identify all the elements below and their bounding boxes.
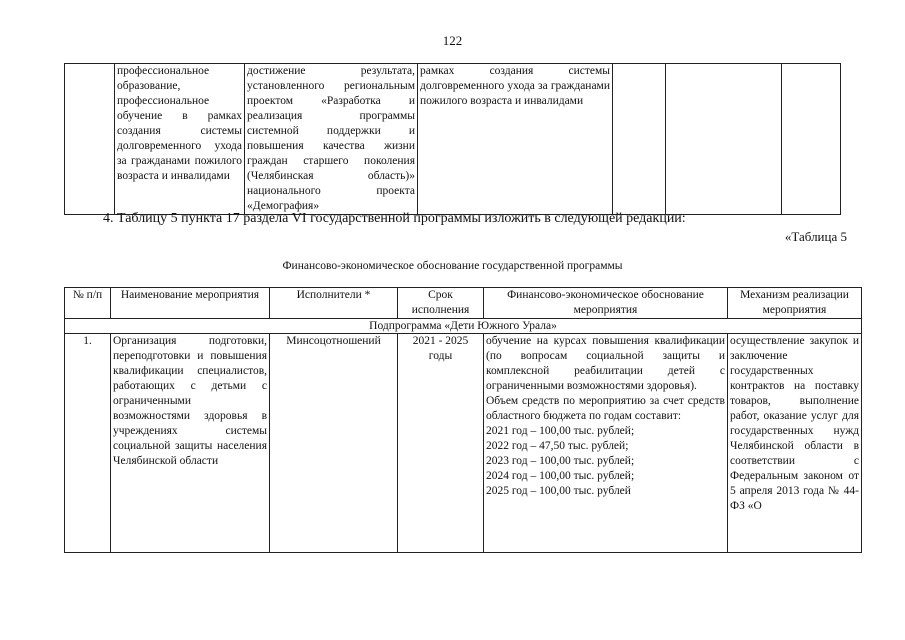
- table-label: «Таблица 5: [784, 229, 847, 244]
- column-header: Наименование мероприятия: [111, 288, 270, 319]
- page-number: 122: [442, 33, 463, 48]
- table-header-row: [65, 288, 862, 319]
- table-cell: [65, 64, 115, 215]
- table-cell: [666, 64, 782, 215]
- term: 2021 - 2025 годы: [398, 334, 484, 553]
- table-title: Финансово-экономическое обоснование государственной программы: [282, 260, 623, 272]
- table-cell: рамках создания системы долговременного ухода за гражданами пожилого возраста и инвалидами: [418, 64, 613, 215]
- column-header: № п/п: [65, 288, 111, 319]
- continuation-table: [64, 63, 841, 215]
- table-row: [65, 64, 841, 215]
- table-cell: профессиональное образование, профессиональное обучение в рамках создания системы долговременного ухода за гражданами пожилого возраста и инвалидами: [115, 64, 245, 215]
- column-header: Финансово-экономическое обоснование мероприятия: [484, 288, 728, 319]
- year-amount: 2025 год – 100,00 тыс. рублей: [486, 485, 631, 497]
- column-header: Механизм реализации мероприятия: [728, 288, 862, 319]
- mechanism: осуществление закупок и заключение государственных контрактов на поставку товаров, выполнение работ, оказание услуг для государственных нужд Челябинской области в соответствии с Федеральным законом от 5 апреля 2013 года № 44-ФЗ «О: [728, 334, 862, 553]
- justification-volume: Объем средств по мероприятию за счет средств областного бюджета по годам составит:: [486, 395, 725, 422]
- year-amount: 2023 год – 100,00 тыс. рублей;: [486, 455, 635, 467]
- justification-cell: [484, 334, 728, 553]
- year-amount: 2024 год – 100,00 тыс. рублей;: [486, 470, 635, 482]
- table-row: [65, 334, 862, 553]
- instruction-paragraph: 4. Таблицу 5 пункта 17 раздела VI государственной программы изложить в следующей редакции:: [103, 211, 686, 226]
- justification-intro: обучение на курсах повышения квалификации (по вопросам социальной защиты и комплексной реабилитации детей с ограниченными возможностями здоровья).: [486, 335, 725, 392]
- measure-name: Организация подготовки, переподготовки и повышения квалификации специалистов, работающих с детьми с ограниченными возможностями здоровья в учреждениях системы социальной защиты населения Челябинской области: [111, 334, 270, 553]
- financial-justification-table: [64, 287, 862, 553]
- column-header: Исполнители *: [270, 288, 398, 319]
- row-number: 1.: [65, 334, 111, 553]
- table-cell: [782, 64, 841, 215]
- table-cell: достижение результата, установленного региональным проектом «Разработка и реализация программы системной поддержки и повышения качества жизни граждан старшего поколения (Челябинская область)» национального проекта «Демография»: [245, 64, 418, 215]
- year-amount: 2022 год – 47,50 тыс. рублей;: [486, 440, 629, 452]
- executor: Минсоцотношений: [270, 334, 398, 553]
- subprogram-title: Подпрограмма «Дети Южного Урала»: [65, 319, 862, 334]
- year-amount: 2021 год – 100,00 тыс. рублей;: [486, 425, 635, 437]
- subprogram-row: [65, 319, 862, 334]
- column-header: Срок исполнения: [398, 288, 484, 319]
- table-cell: [613, 64, 666, 215]
